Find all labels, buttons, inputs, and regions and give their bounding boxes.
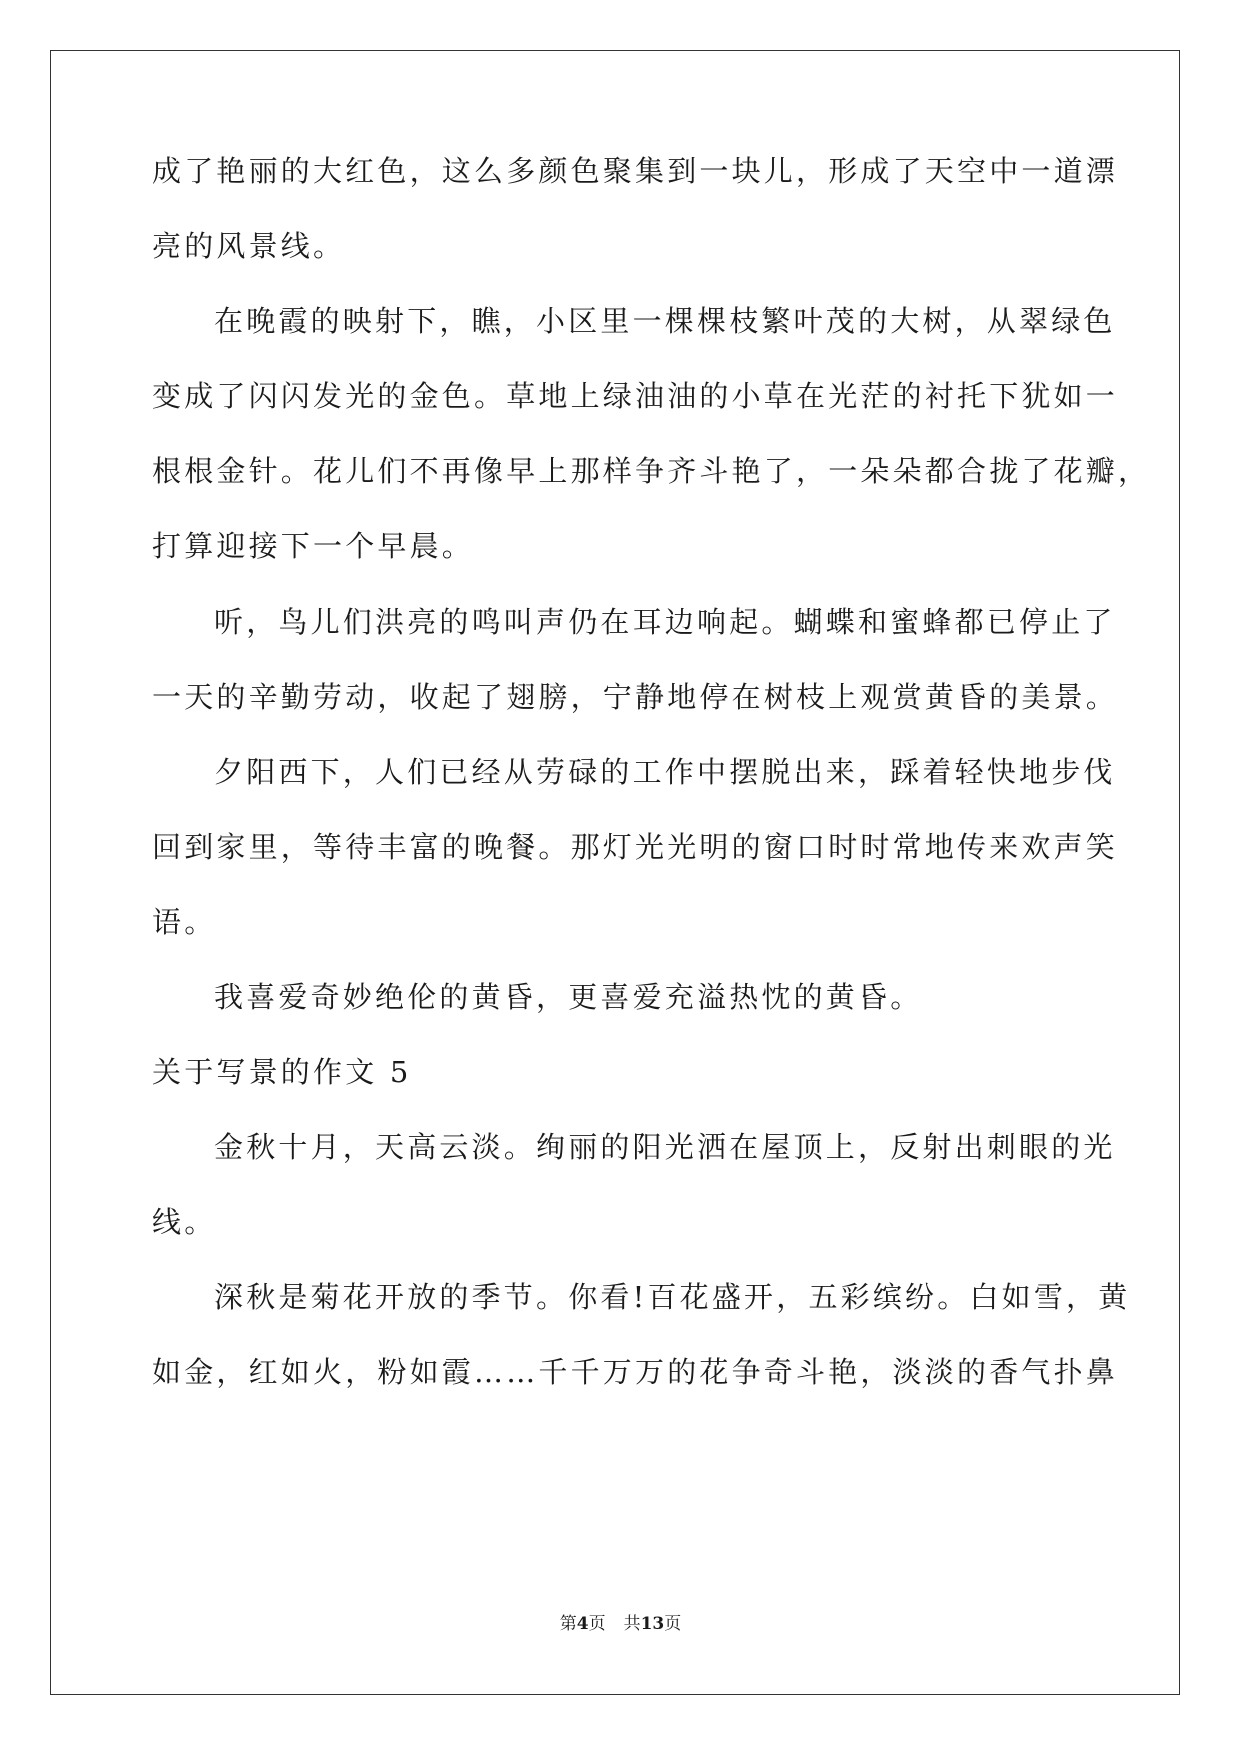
body-text-line: 如金，红如火，粉如霞……千千万万的花争奇斗艳，淡淡的香气扑鼻 bbox=[152, 1355, 1119, 1389]
body-text-line: 语。 bbox=[152, 905, 217, 939]
body-text-line: 线。 bbox=[152, 1205, 217, 1239]
paragraph-first-line: 金秋十月，天高云淡。绚丽的阳光洒在屋顶上，反射出刺眼的光 bbox=[214, 1130, 1116, 1164]
page-prefix: 第 bbox=[559, 1614, 577, 1634]
body-text-line: 一天的辛勤劳动，收起了翅膀，宁静地停在树枝上观赏黄昏的美景。 bbox=[152, 680, 1119, 714]
paragraph-first-line: 深秋是菊花开放的季节。你看!百花盛开，五彩缤纷。白如雪，黄 bbox=[214, 1280, 1131, 1314]
body-text-line: 回到家里，等待丰富的晚餐。那灯光光明的窗口时时常地传来欢声笑 bbox=[152, 830, 1119, 864]
section-heading: 关于写景的作文 5 bbox=[152, 1055, 412, 1089]
paragraph-first-line: 夕阳西下，人们已经从劳碌的工作中摆脱出来，踩着轻快地步伐 bbox=[214, 755, 1116, 789]
page-border bbox=[50, 50, 1180, 1695]
total-pages: 13 bbox=[640, 1614, 665, 1634]
paragraph-first-line: 在晚霞的映射下，瞧，小区里一棵棵枝繁叶茂的大树，从翠绿色 bbox=[214, 304, 1116, 338]
body-text-line: 根根金针。花儿们不再像早上那样争齐斗艳了，一朵朵都合拢了花瓣， bbox=[152, 454, 1151, 488]
paragraph-first-line: 听，鸟儿们洪亮的鸣叫声仍在耳边响起。蝴蝶和蜜蜂都已停止了 bbox=[214, 605, 1116, 639]
body-text-line: 亮的风景线。 bbox=[152, 229, 346, 263]
total-suffix: 页 bbox=[664, 1614, 682, 1634]
body-text-line: 成了艳丽的大红色，这么多颜色聚集到一块儿，形成了天空中一道漂 bbox=[152, 154, 1119, 188]
body-text-line: 打算迎接下一个早晨。 bbox=[152, 529, 475, 563]
page-number: 4 bbox=[576, 1614, 589, 1634]
page-footer bbox=[0, 1612, 1241, 1636]
page-suffix: 页 bbox=[588, 1614, 606, 1634]
paragraph-first-line: 我喜爱奇妙绝伦的黄昏，更喜爱充溢热忱的黄昏。 bbox=[214, 980, 923, 1014]
body-text-line: 变成了闪闪发光的金色。草地上绿油油的小草在光茫的衬托下犹如一 bbox=[152, 379, 1119, 413]
total-prefix: 共 bbox=[623, 1614, 641, 1634]
